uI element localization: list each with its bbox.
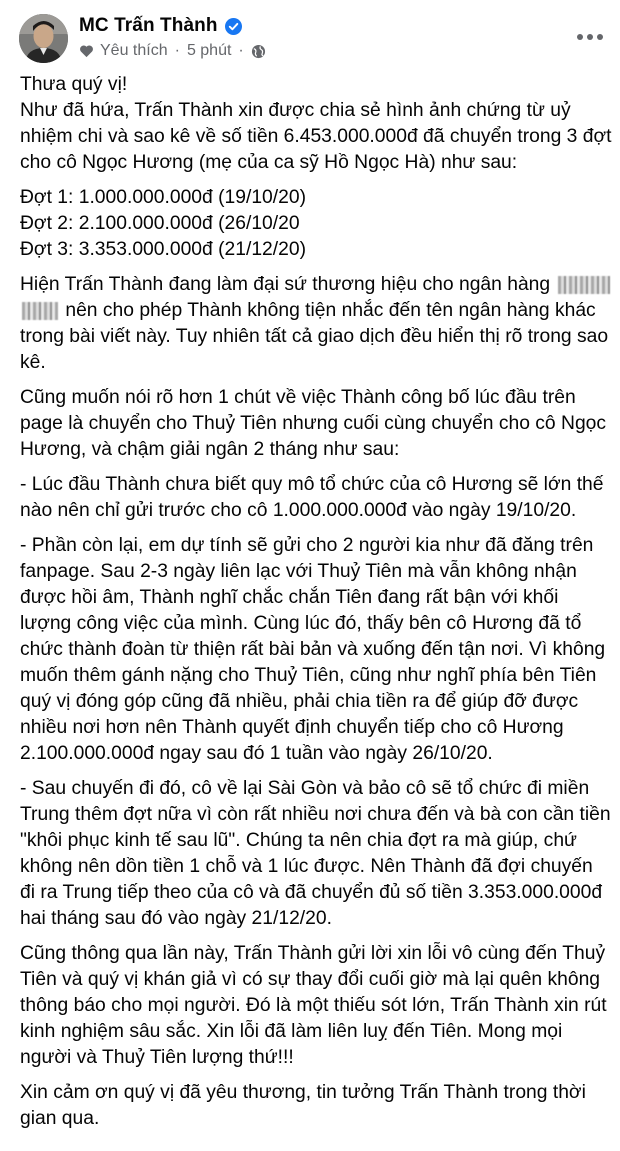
intro-paragraph: Như đã hứa, Trấn Thành xin được chia sẻ hình ảnh chứng từ uỷ nhiệm chi và sao kê về số tiền 6.453.000.000đ đã chuyển trong 3 đợt cho cô Ngọc Hương (mẹ của ca sỹ Hồ Ngọc Hà) như sau:	[20, 100, 612, 173]
bank-text-end: nên cho phép Thành không tiện nhắc đến tên ngân hàng khác trong bài viết này. Tuy nhiên tất cả giao dịch đều hiển thị rõ trong sao kê.	[20, 300, 609, 373]
post-intro	[20, 72, 612, 176]
post-content	[20, 72, 612, 1141]
apology-paragraph: Cũng thông qua lần này, Trấn Thành gửi lời xin lỗi vô cùng đến Thuỷ Tiên và quý vị khán giả vì có sự thay đổi cuối giờ mà lại quên không thông báo cho mọi người. Đó là một thiếu sót lớn, Trấn Thành xin rút kinh nghiệm sâu sắc. Xin lỗi đã làm liên luỵ đến Tiên. Mong mọi người và Thuỷ Tiên lượng thứ!!!	[20, 943, 607, 1068]
explanation-point-3: - Sau chuyến đi đó, cô về lại Sài Gòn và bảo cô sẽ tổ chức đi miền Trung thêm đợt nữa vì còn rất nhiều nơi chưa đến và bà con cần tiền "khôi phục kinh tế sau lũ". Chúng ta nên chia đợt ra mà giúp, chứ không nên dồn tiền 1 chỗ và 1 lúc được. Nên Thành đã đợi chuyến đi ra Trung tiếp theo của cô và đã chuyển đủ số tiền 3.353.000.000đ hai tháng sau đó vào ngày 21/12/20.	[20, 778, 611, 929]
clarify-paragraph: Cũng muốn nói rõ hơn 1 chút về việc Thành công bố lúc đầu trên page là chuyển cho Thuỷ Tiên nhưng cuối cùng chuyển cho cô Ngọc Hương, và chậm giải ngân 2 tháng như sau:	[20, 387, 607, 460]
post-time[interactable]: 5 phút	[186, 42, 232, 59]
explanation-point-2: - Phần còn lại, em dự tính sẽ gửi cho 2 người kia như đã đăng trên fanpage. Sau 2-3 ngày liên lạc với Thuỷ Tiên mà vẫn không nhận được hồi âm, Thành nghĩ chắc chắn Tiên đang rất bận với khối lượng công việc của mình. Cùng lúc đó, thấy bên cô Hương đã tổ chức thành đoàn từ thiện rất bài bản và xuống đến tận nơi. Vì không muốn thêm gánh nặng cho Thuỷ Tiên, cũng như nghĩ phía bên Tiên quý vị đóng góp cũng đã nhiều, phải chia tiền ra để giúp đỡ được nhiều nơi hơn nên Thành quyết định chuyển tiếp cho cô Hương 2.100.000.000đ ngay sau đó 1 tuần vào ngày 26/10/20.	[20, 535, 606, 764]
author-name[interactable]: MC Trấn Thành	[79, 15, 218, 36]
post-header	[0, 0, 620, 70]
meta-separator: ·	[238, 42, 244, 59]
author-line	[79, 14, 242, 38]
heart-reaction-icon	[79, 44, 94, 58]
batch-list	[20, 185, 612, 263]
globe-icon[interactable]	[251, 44, 266, 59]
post-meta	[79, 40, 266, 62]
batch-item: Đợt 2: 2.100.000.000đ (26/10/20	[20, 213, 300, 234]
thanks-paragraph: Xin cảm ơn quý vị đã yêu thương, tin tưởng Trấn Thành trong thời gian qua.	[20, 1082, 586, 1129]
explanation-point-1: - Lúc đầu Thành chưa biết quy mô tổ chức của cô Hương sẽ lớn thế nào nên chỉ gửi trước cho cô 1.000.000.000đ vào ngày 19/10/20.	[20, 474, 604, 521]
redacted-bank-name	[22, 302, 58, 320]
bank-paragraph	[20, 272, 612, 376]
meta-separator: ·	[174, 42, 180, 59]
avatar[interactable]	[19, 14, 68, 63]
reaction-label[interactable]: Yêu thích	[100, 42, 168, 59]
more-options-icon[interactable]	[572, 25, 608, 49]
redacted-bank-name	[558, 276, 610, 294]
batch-item: Đợt 1: 1.000.000.000đ (19/10/20)	[20, 187, 306, 208]
bank-text-start: Hiện Trấn Thành đang làm đại sứ thương hiệu cho ngân hàng	[20, 274, 551, 295]
verified-badge-icon	[225, 18, 242, 35]
batch-item: Đợt 3: 3.353.000.000đ (21/12/20)	[20, 239, 306, 260]
greeting: Thưa quý vị!	[20, 74, 128, 95]
